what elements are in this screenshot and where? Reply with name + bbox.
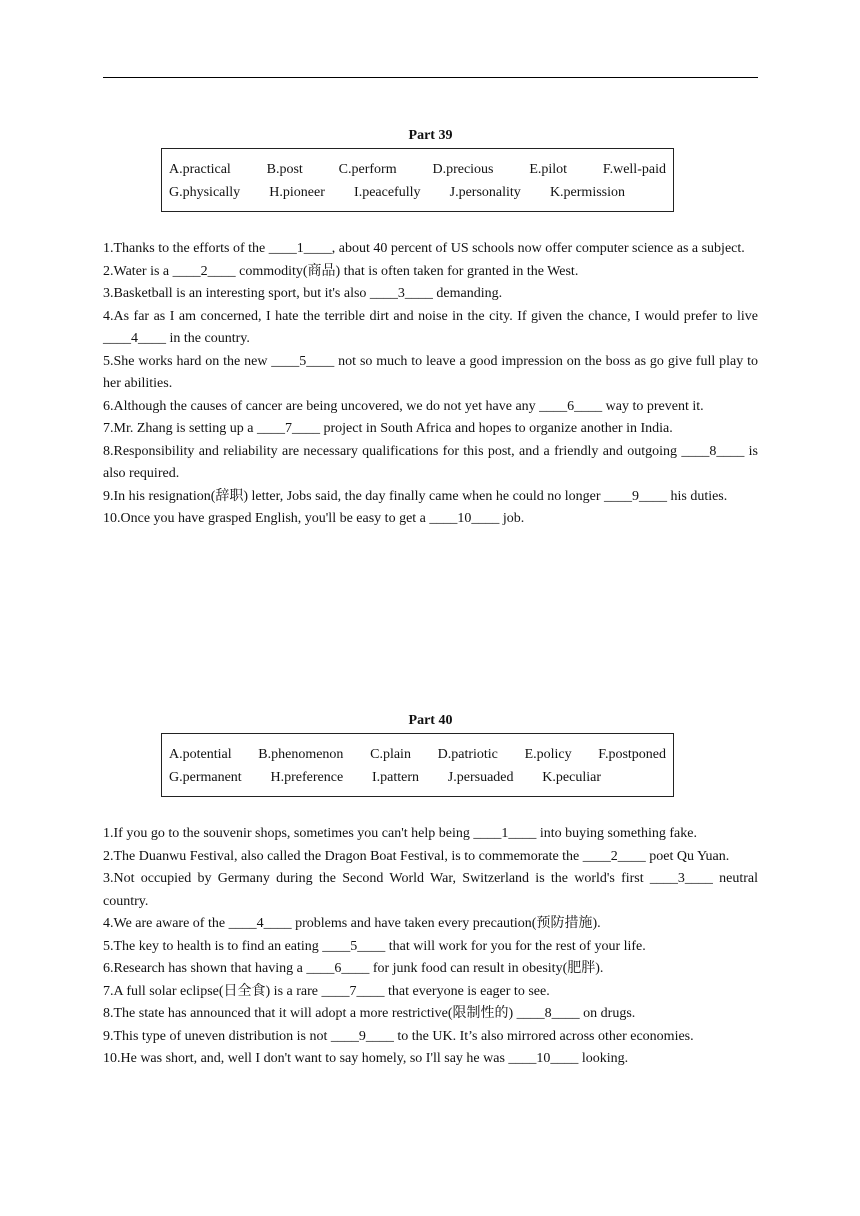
question-item: 7.A full solar eclipse(日全食) is a rare ____7____ that everyone is eager to see. bbox=[103, 983, 550, 999]
word-option: C.perform bbox=[338, 162, 397, 177]
word-option: A.potential bbox=[169, 747, 232, 762]
word-option: E.pilot bbox=[529, 162, 568, 177]
word-option: A.practical bbox=[169, 162, 231, 177]
word-option: H.pioneer bbox=[269, 185, 325, 200]
word-option: G.physically bbox=[169, 185, 241, 200]
word-option: K.permission bbox=[549, 185, 625, 200]
question-item: 8.The state has announced that it will adopt a more restrictive(限制性的) ____8____ on drugs. bbox=[103, 1006, 636, 1021]
word-option: B.post bbox=[266, 162, 303, 177]
question-item: 10.Once you have grasped English, you'll be easy to get a ____10____ job. bbox=[103, 511, 525, 526]
question-item: 6.Although the causes of cancer are being uncovered, we do not yet have any ____6____ way to prevent it. bbox=[103, 398, 704, 414]
word-option: J.persuaded bbox=[447, 770, 514, 785]
question-list bbox=[103, 823, 758, 1071]
part-title: Part 39 bbox=[408, 128, 453, 143]
question-item: 3.Not occupied by Germany during the Second World War, Switzerland is the world's first ____3____ neutral country. bbox=[103, 871, 758, 909]
part-title: Part 40 bbox=[408, 713, 453, 728]
word-bank-row bbox=[169, 181, 673, 204]
question-item: 1.If you go to the souvenir shops, sometimes you can't help being ____1____ into buying something fake. bbox=[103, 826, 697, 841]
word-option: J.personality bbox=[449, 185, 521, 200]
question-item: 3.Basketball is an interesting sport, but it's also ____3____ demanding. bbox=[103, 286, 503, 301]
word-option: E.policy bbox=[524, 747, 572, 762]
question-item: 5.The key to health is to find an eating ____5____ that will work for you for the rest of your life. bbox=[103, 938, 646, 954]
question-item: 8.Responsibility and reliability are necessary qualifications for this post, and a friendly and outgoing ____8____ is also required. bbox=[103, 443, 758, 481]
word-option: F.postponed bbox=[598, 747, 666, 762]
question-item: 9.This type of uneven distribution is not ____9____ to the UK. It’s also mirrored across other economies. bbox=[103, 1028, 694, 1044]
question-item: 9.In his resignation(辞职) letter, Jobs said, the day finally came when he could no longer ____9____ his duties. bbox=[103, 488, 728, 504]
question-item: 2.Water is a ____2____ commodity(商品) that is often taken for granted in the West. bbox=[103, 263, 579, 279]
part-39-section bbox=[103, 128, 758, 531]
header-rule bbox=[103, 77, 758, 78]
question-item: 4.As far as I am concerned, I hate the terrible dirt and noise in the city. If given the chance, I would prefer to live ____4____ in the country. bbox=[103, 308, 758, 346]
word-option: D.patriotic bbox=[437, 747, 498, 762]
word-bank bbox=[161, 733, 674, 797]
question-item: 1.Thanks to the efforts of the ____1____, about 40 percent of US schools now offer computer science as a subject. bbox=[103, 241, 745, 256]
word-bank-row bbox=[169, 766, 673, 789]
word-option: K.peculiar bbox=[542, 770, 601, 785]
word-option: G.permanent bbox=[169, 770, 242, 785]
word-option: D.precious bbox=[432, 162, 494, 177]
question-item: 6.Research has shown that having a ____6____ for junk food can result in obesity(肥胖). bbox=[103, 961, 604, 976]
word-bank bbox=[161, 148, 674, 212]
question-item: 7.Mr. Zhang is setting up a ____7____ project in South Africa and hopes to organize another in India. bbox=[103, 421, 673, 436]
word-option: C.plain bbox=[370, 747, 411, 762]
word-bank-row bbox=[169, 158, 673, 181]
question-list bbox=[103, 238, 758, 531]
part-40-section bbox=[103, 713, 758, 1071]
question-item: 2.The Duanwu Festival, also called the Dragon Boat Festival, is to commemorate the ____2____ poet Qu Yuan. bbox=[103, 848, 730, 864]
question-item: 10.He was short, and, well I don't want to say homely, so I'll say he was ____10____ looking. bbox=[103, 1051, 629, 1066]
question-item: 4.We are aware of the ____4____ problems and have taken every precaution(预防措施). bbox=[103, 916, 601, 931]
word-option: I.peacefully bbox=[354, 185, 421, 200]
word-bank-row bbox=[169, 743, 673, 766]
word-option: H.preference bbox=[270, 770, 344, 785]
word-option: B.phenomenon bbox=[258, 747, 344, 762]
word-option: I.pattern bbox=[371, 770, 419, 785]
question-item: 5.She works hard on the new ____5____ not so much to leave a good impression on the boss as go give full play to her abilities. bbox=[103, 353, 758, 391]
word-option: F.well-paid bbox=[602, 162, 666, 177]
